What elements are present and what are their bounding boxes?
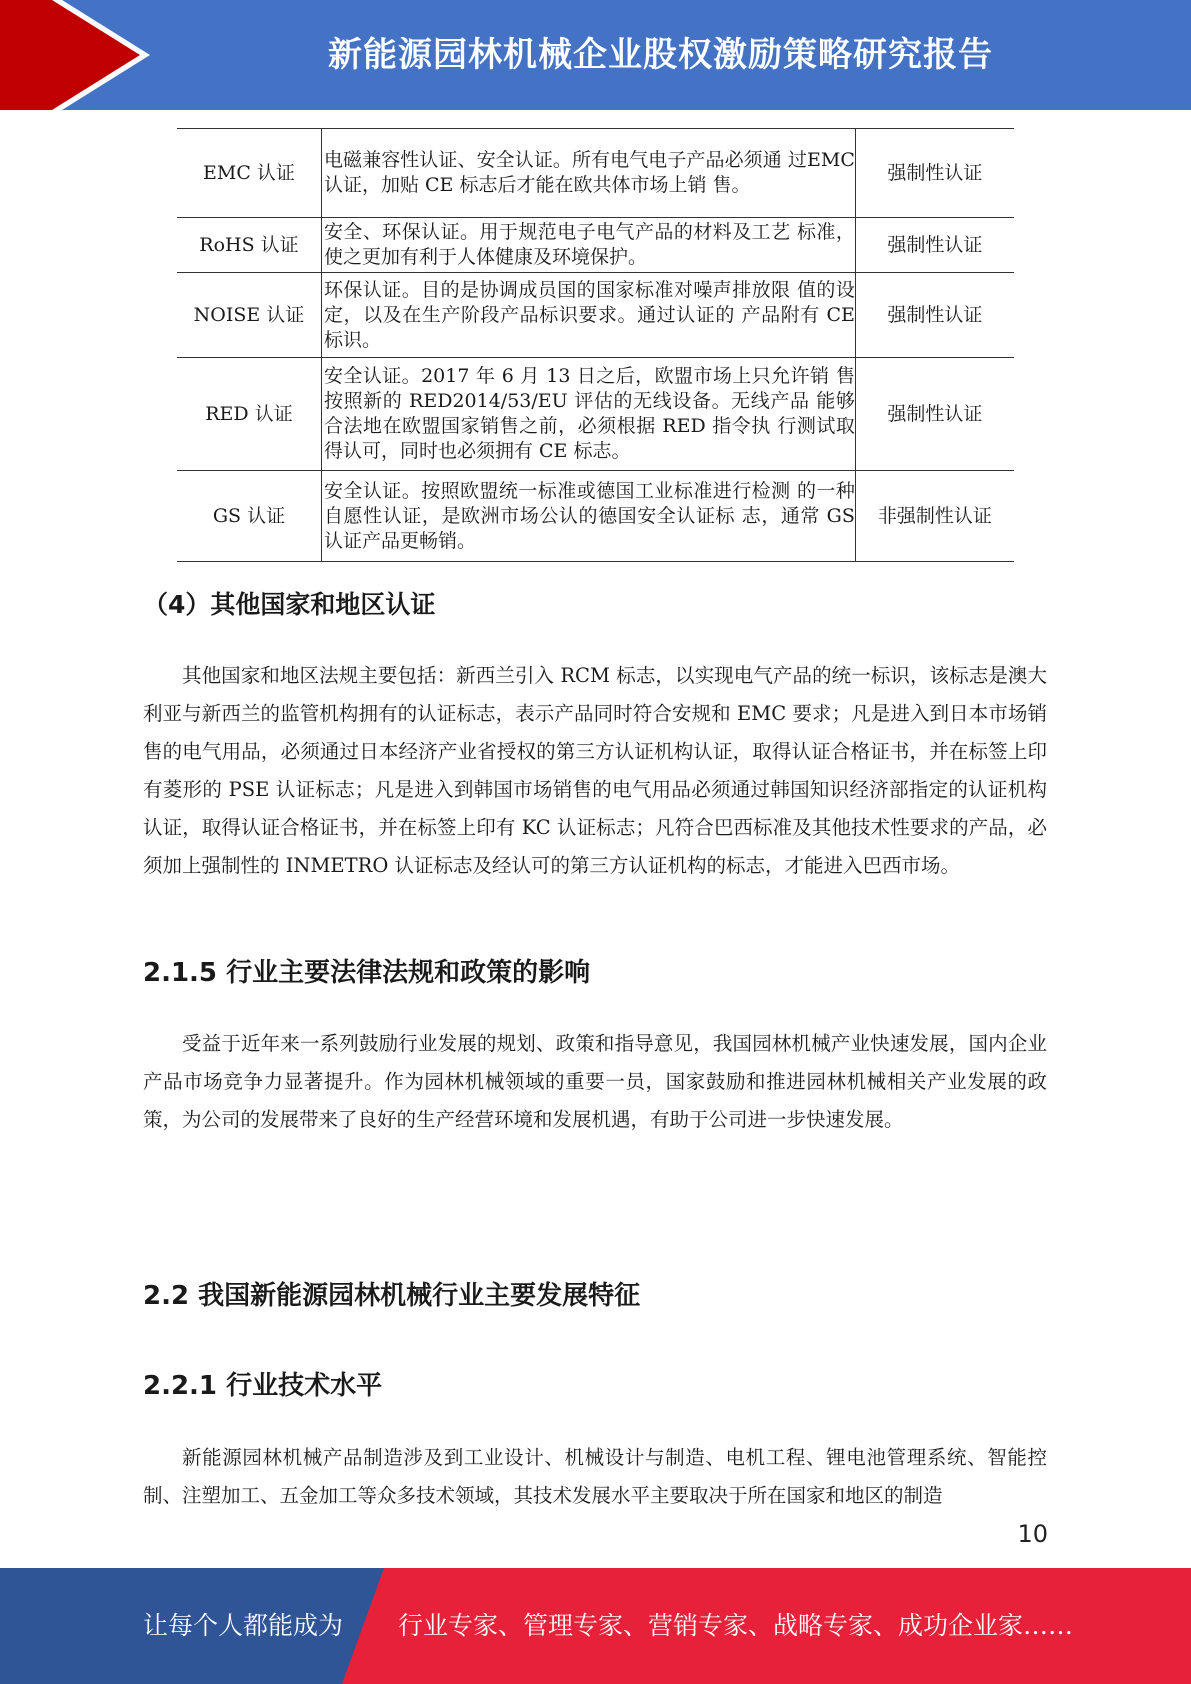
cert-name: EMC 认证	[177, 129, 321, 218]
footer-slogan-right: 行业专家、管理专家、营销专家、战略专家、成功企业家……	[398, 1611, 1074, 1640]
header-arrow-decoration	[0, 0, 160, 110]
page-header	[0, 0, 1191, 110]
table-row	[177, 358, 1014, 471]
cert-type: 强制性认证	[855, 273, 1014, 358]
table-row	[177, 218, 1014, 273]
table-row	[177, 471, 1014, 562]
cert-type: 强制性认证	[855, 358, 1014, 471]
section-heading-2-1-5: 2.1.5 行业主要法律法规和政策的影响	[143, 958, 591, 988]
section-heading-2-2-1: 2.2.1 行业技术水平	[143, 1371, 383, 1401]
section-heading-other-regions: （4）其他国家和地区认证	[143, 590, 436, 619]
page-number: 10	[1017, 1520, 1048, 1548]
tech-level-paragraph: 新能源园林机械产品制造涉及到工业设计、机械设计与制造、电机工程、锂电池管理系统、智能控制、注塑加工、五金加工等众多技术领域，其技术发展水平主要取决于所在国家和地区的制造	[143, 1446, 1047, 1507]
report-title: 新能源园林机械企业股权激励策略研究报告	[328, 35, 993, 75]
footer-slogan-left: 让每个人都能成为	[143, 1611, 344, 1640]
section-heading-2-2: 2.2 我国新能源园林机械行业主要发展特征	[143, 1281, 641, 1311]
cert-name: GS 认证	[177, 471, 321, 562]
cert-name: RoHS 认证	[177, 218, 321, 273]
table-row	[177, 129, 1014, 218]
cert-description: 安全认证。按照欧盟统一标准或德国工业标准进行检测 的一种自愿性认证，是欧洲市场公认的德国安全认证标 志，通常 GS 认证产品更畅销。	[321, 471, 855, 562]
cert-type: 强制性认证	[855, 129, 1014, 218]
cert-description: 安全认证。2017 年 6 月 13 日之后，欧盟市场上只允许销 售按照新的 RED2014/53/EU 评估的无线设备。无线产品 能够合法地在欧盟国家销售之前，必须根据 RED 指令执 行测试取得认可，同时也必须拥有 CE 标志。	[321, 358, 855, 471]
policy-impact-paragraph: 受益于近年来一系列鼓励行业发展的规划、政策和指导意见，我国园林机械产业快速发展，国内企业产品市场竞争力显著提升。作为园林机械领域的重要一员，国家鼓励和推进园林机械相关产业发展的政策，为公司的发展带来了良好的生产经营环境和发展机遇，有助于公司进一步快速发展。	[143, 1032, 1047, 1131]
cert-description: 环保认证。目的是协调成员国的国家标准对噪声排放限 值的设定，以及在生产阶段产品标识要求。通过认证的 产品附有 CE 标识。	[321, 273, 855, 358]
cert-name: NOISE 认证	[177, 273, 321, 358]
table-row	[177, 273, 1014, 358]
cert-type: 强制性认证	[855, 218, 1014, 273]
page-footer	[0, 1568, 1191, 1684]
cert-description: 电磁兼容性认证、安全认证。所有电气电子产品必须通 过EMC认证，加贴 CE 标志后才能在欧共体市场上销 售。	[321, 129, 855, 218]
cert-type: 非强制性认证	[855, 471, 1014, 562]
cert-description: 安全、环保认证。用于规范电子电气产品的材料及工艺 标准，使之更加有利于人体健康及环境保护。	[321, 218, 855, 273]
certification-table	[177, 128, 1014, 562]
other-regions-paragraph: 其他国家和地区法规主要包括：新西兰引入 RCM 标志，以实现电气产品的统一标识，该标志是澳大利亚与新西兰的监管机构拥有的认证标志，表示产品同时符合安规和 EMC 要求；凡是进入到日本市场销售的电气用品，必须通过日本经济产业省授权的第三方认证机构认证，取得认证合格证书，并在标签上印有菱形的 PSE 认证标志；凡是进入到韩国市场销售的电气用品必须通过韩国知识经济部指定的认证机构认证，取得认证合格证书，并在标签上印有 KC 认证标志；凡符合巴西标准及其他技术性要求的产品，必须加上强制性的 INMETRO 认证标志及经认可的第三方认证机构的标志，才能进入巴西市场。	[143, 664, 1047, 877]
cert-name: RED 认证	[177, 358, 321, 471]
